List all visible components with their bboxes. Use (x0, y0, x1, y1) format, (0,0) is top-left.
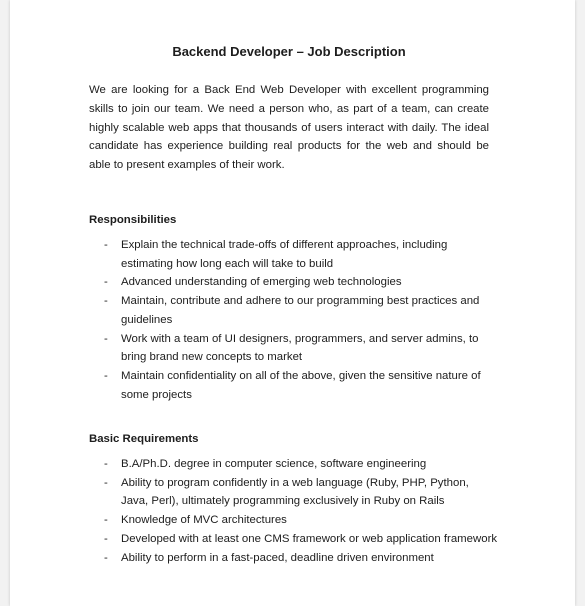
intro-paragraph: We are looking for a Back End Web Developer with excellent programming skills to join our team. We need a person who, as part of a team, can create highly scalable web apps that thousands of users interact with daily. The ideal candidate has experience building real products for the web and should be able to present examples of their work. (89, 84, 489, 172)
bullet-dash: - (104, 532, 108, 545)
list-item-text: Advanced understanding of emerging web technologies (121, 276, 402, 289)
list-item-text: Knowledge of MVC architectures (121, 514, 287, 527)
list-item (89, 292, 498, 329)
requirements-heading: Basic Requirements (89, 433, 199, 445)
list-item (89, 511, 498, 530)
list-item-text: Maintain, contribute and adhere to our programming best practices and guidelines (121, 295, 480, 326)
responsibilities-list (89, 236, 498, 404)
list-item-text: Ability to perform in a fast-paced, deadline driven environment (121, 551, 434, 564)
requirements-list (89, 455, 498, 567)
list-item-text: Explain the technical trade-offs of different approaches, including estimating how long each will take to build (121, 239, 448, 270)
bullet-dash: - (104, 514, 108, 527)
bullet-dash: - (104, 476, 108, 489)
list-item (89, 273, 498, 292)
list-item (89, 455, 498, 474)
list-item (89, 549, 498, 568)
bullet-dash: - (104, 276, 108, 289)
responsibilities-heading: Responsibilities (89, 214, 177, 226)
bullet-dash: - (104, 332, 108, 345)
document-title: Backend Developer – Job Description (172, 44, 406, 59)
list-item-text: Ability to program confidently in a web language (Ruby, PHP, Python, Java, Perl), ultimately programming exclusively in Ruby on Rails (121, 476, 469, 508)
list-item (89, 367, 498, 404)
list-item (89, 236, 498, 273)
list-item (89, 330, 498, 367)
list-item-text: Maintain confidentiality on all of the above, given the sensitive nature of some projects (121, 369, 481, 401)
bullet-dash: - (104, 458, 108, 470)
bullet-dash: - (104, 551, 108, 564)
list-item (89, 530, 498, 549)
list-item (89, 474, 498, 511)
document-page (10, 0, 575, 606)
list-item-text: Work with a team of UI designers, programmers, and server admins, to bring brand new concepts to market (121, 332, 479, 364)
list-item-text: B.A/Ph.D. degree in computer science, software engineering (121, 458, 427, 470)
bullet-dash: - (104, 369, 108, 382)
bullet-dash: - (104, 295, 108, 308)
list-item-text: Developed with at least one CMS framework or web application framework (121, 532, 498, 545)
bullet-dash: - (104, 239, 108, 251)
